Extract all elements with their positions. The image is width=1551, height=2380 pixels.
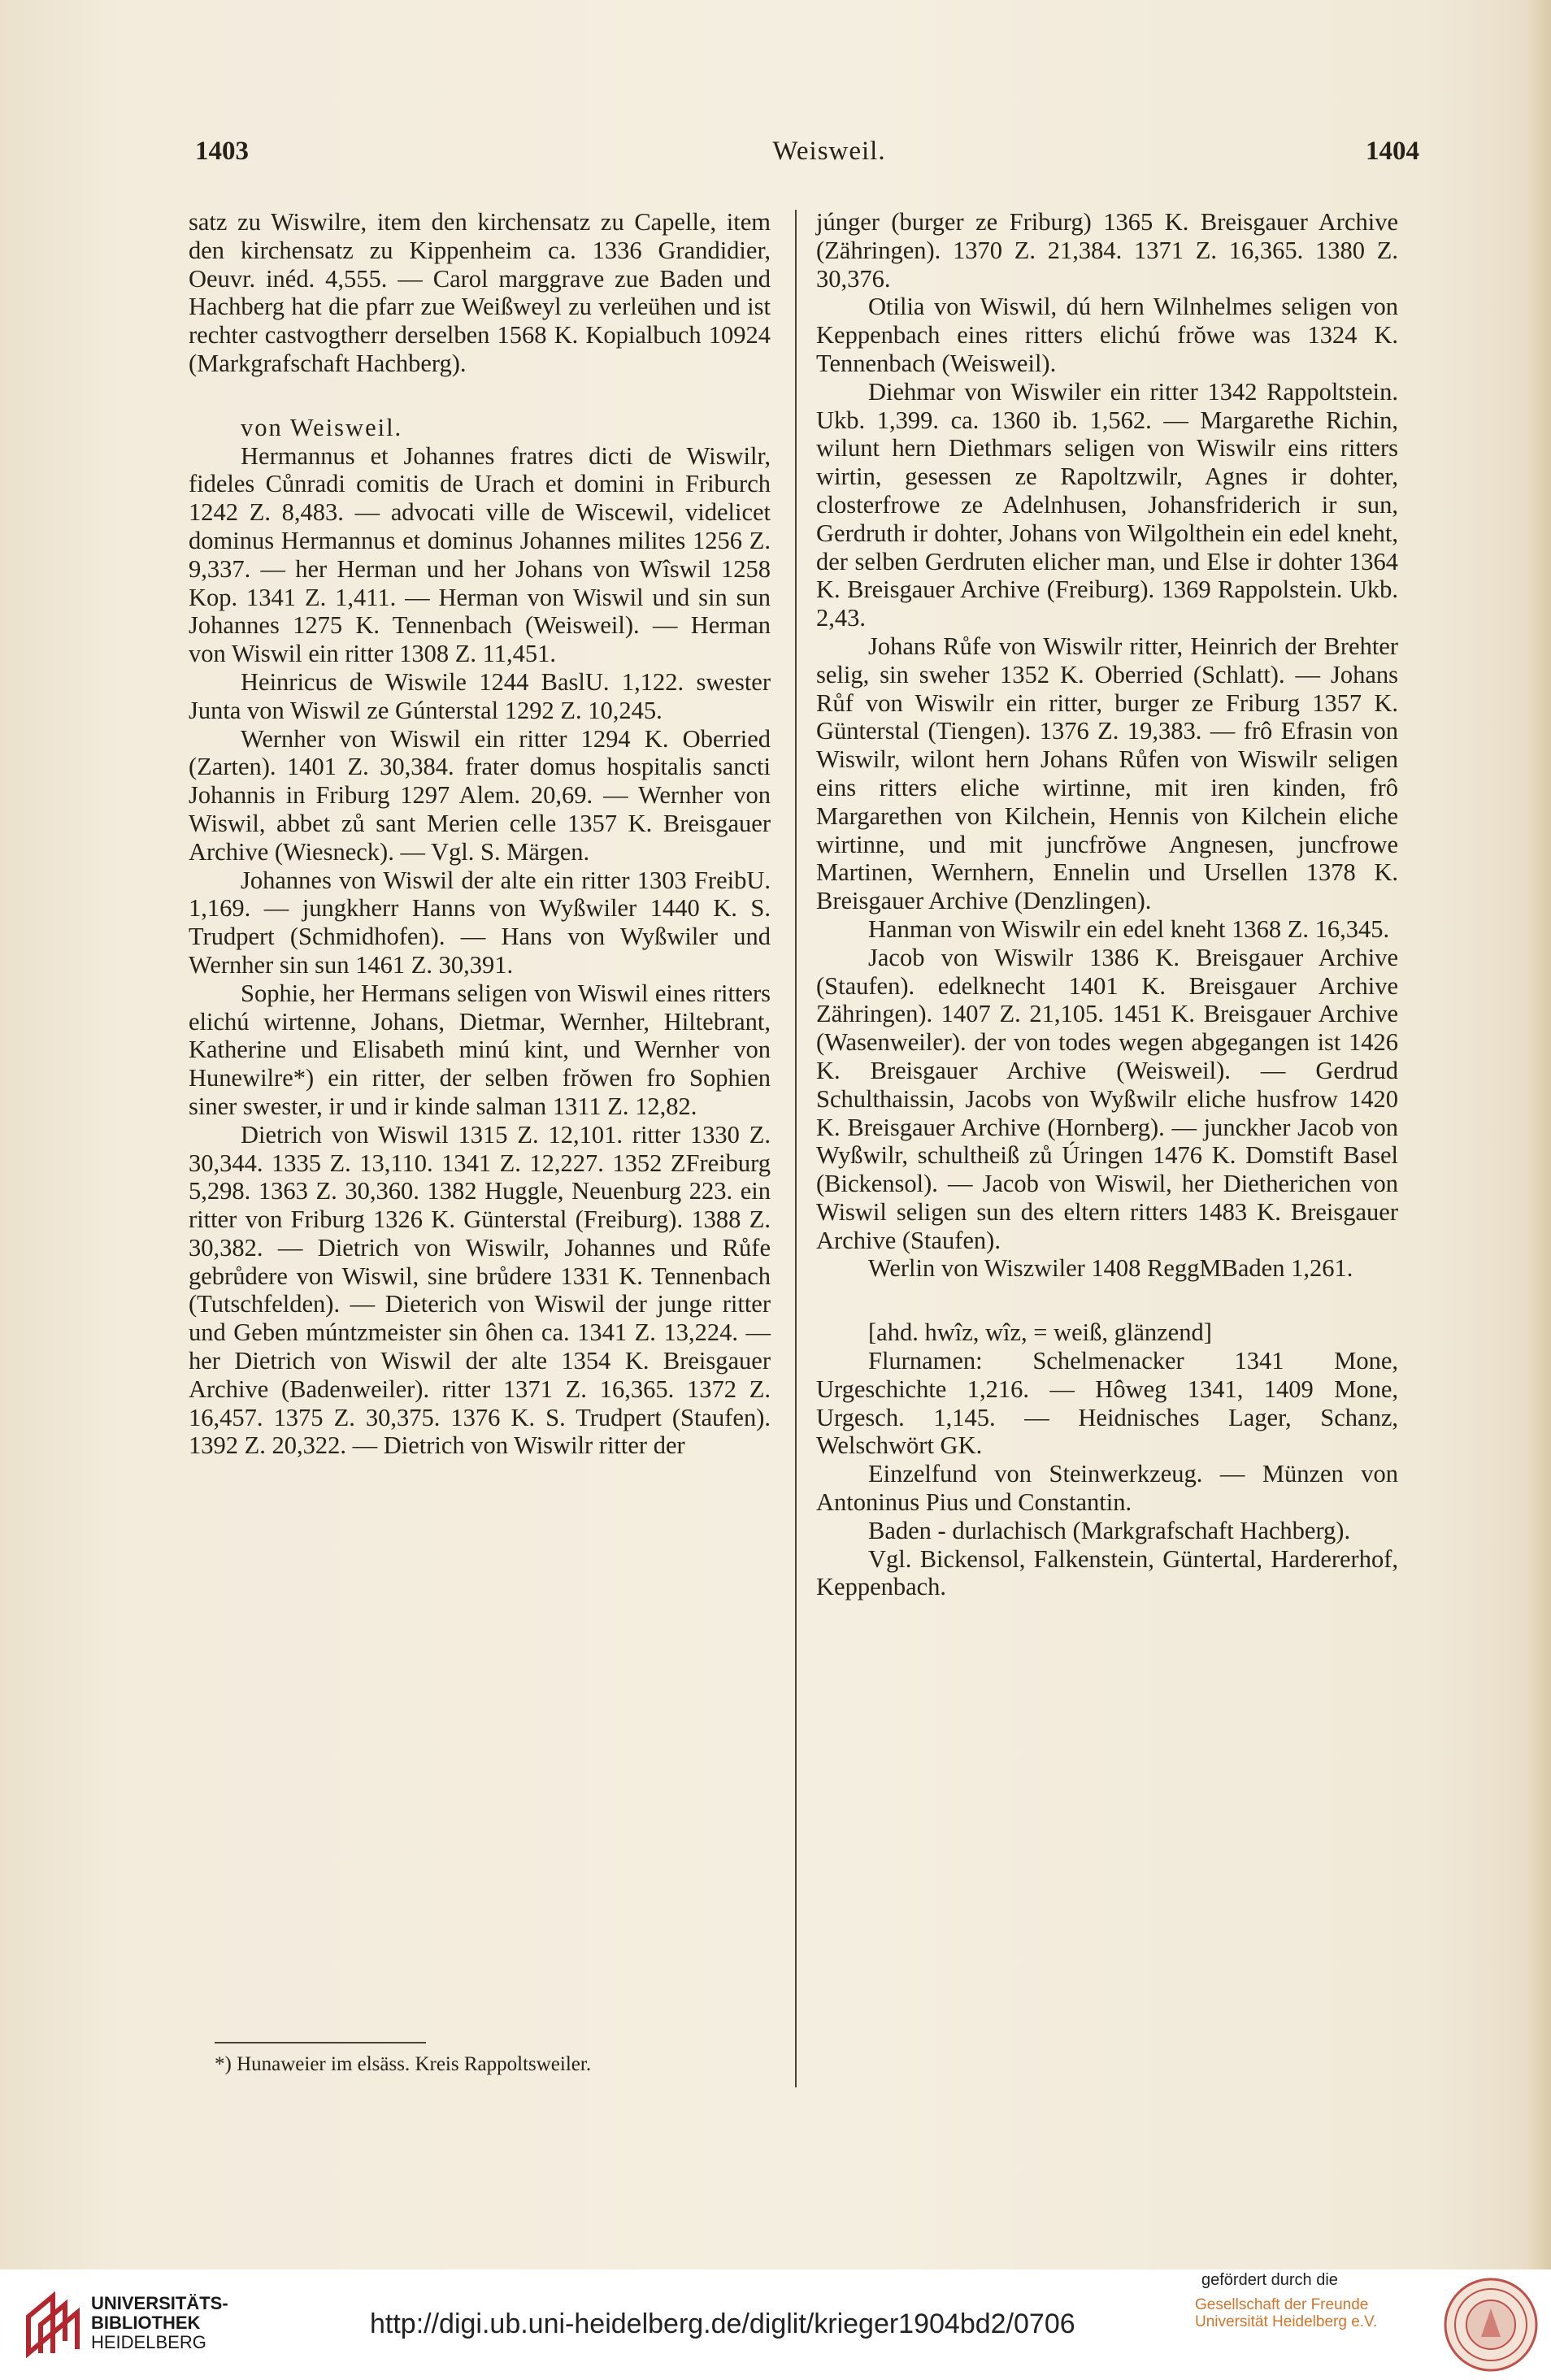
left-paragraph: Dietrich von Wiswil 1315 Z. 12,101. ritter 1330 Z. 30,344. 1335 Z. 13,110. 1341 Z. 12,227. 1352 ZFreiburg 5,298. 1363 Z. 30,360. 1382 Huggle, Neuenburg 223. ein ritter von Friburg 1326 K. Günterstal (Freiburg). 1388 Z. 30,382. — Dietrich von Wiswilr, Johannes und Růfe gebrůdere von Wiswil, sine brůdere 1331 K. Tennenbach (Tutschfelden). — Dieterich von Wiswil der junge ritter und Geben múntzmeister sin ôhen ca. 1341 Z. 13,224. — her Dietrich von Wiswil der alte 1354 K. Breisgauer Archive (Badenweiler). ritter 1371 Z. 16,365. 1372 Z. 16,457. 1375 Z. 30,375. 1376 K. S. Trudpert (Staufen). 1392 Z. 20,322. — Dietrich von Wiswilr ritter der [189, 1120, 771, 1460]
library-name [91, 2294, 228, 2352]
right-paragraph: Jacob von Wiswilr 1386 K. Breisgauer Archive (Staufen). edelknecht 1401 K. Breisgauer Archive Zähringen). 1407 Z. 21,105. 1451 K. Breisgauer Archive (Wasenweiler). der von todes wegen abgegangen ist 1426 K. Breisgauer Archive (Weisweil). — Gerdrud Schulthaissin, Jacobs von Wyßwilr eliche husfrow 1420 K. Breisgauer Archive (Hornberg). — junckher Jacob von Wyßwilr, schultheiß zů Úringen 1476 K. Domstift Basel (Bickensol). — Jacob von Wiswil, her Dietherichen von Wiswil seligen sun des eltern ritters 1483 K. Breisgauer Archive (Staufen). [816, 943, 1398, 1254]
library-name-line2: BIBLIOTHEK [91, 2313, 201, 2333]
footnote: *) Hunaweier im elsäss. Kreis Rappoltsweiler. [215, 2053, 592, 2075]
right-paragraph: Hanman von Wiswilr ein edel kneht 1368 Z. 16,345. [868, 914, 1390, 943]
sponsor-label: gefördert durch die [1201, 2271, 1338, 2289]
left-paragraph: Sophie, her Hermans seligen von Wiswil eines ritters elichú wirtenne, Johans, Dietmar, Wernher, Hiltebrant, Katherine und Elisabeth minú kint, und Wernher von Hunewilre*) ein ritter, der selben frŏwen fro Sophien siner swester, ir und ir kinde salman 1311 Z. 12,82. [189, 979, 771, 1120]
section-heading: von Weisweil. [241, 413, 403, 441]
permalink-url[interactable]: http://digi.ub.uni-heidelberg.de/diglit/krieger1904bd2/0706 [370, 2308, 1075, 2339]
right-text-column [816, 208, 1398, 1601]
library-logo-icon [16, 2284, 98, 2365]
university-seal-icon [1442, 2276, 1540, 2373]
page-edge [1528, 0, 1551, 2269]
left-paragraph: Hermannus et Johannes fratres dicti de Wiswilr, fideles Cůnradi comitis de Urach et domini in Friburch 1242 Z. 8,483. — advocati ville de Wiscewil, videlicet dominus Hermannus et dominus Johannes milites 1256 Z. 9,337. — her Herman und her Johans von Wîswil 1258 Kop. 1341 Z. 1,411. — Herman von Wiswil und sin sun Johannes 1275 K. Tennenbach (Weisweil). — Herman von Wiswil ein ritter 1308 Z. 11,451. [189, 441, 771, 668]
sponsor-block [1195, 2271, 1439, 2330]
left-page-number: 1403 [195, 137, 249, 166]
left-text-column [189, 208, 771, 1460]
right-page-number: 1404 [1366, 137, 1419, 166]
right-paragraph: Werlin von Wiszwiler 1408 ReggMBaden 1,261. [868, 1254, 1353, 1283]
right-paragraph: Vgl. Bickensol, Falkenstein, Güntertal, Hardererhof, Keppenbach. [816, 1544, 1398, 1601]
left-paragraph: Heinricus de Wiswile 1244 BaslU. 1,122. swester Junta von Wiswil ze Gúnterstal 1292 Z. 10,245. [189, 667, 771, 724]
right-paragraph: Flurnamen: Schelmenacker 1341 Mone, Urgeschichte 1,216. — Hôweg 1341, 1409 Mone, Urgesch. 1,145. — Heidnisches Lager, Schanz, Welschwört GK. [816, 1347, 1398, 1460]
right-paragraph: [ahd. hwîz, wîz, = weiß, glänzend] [868, 1318, 1212, 1347]
right-spacer [816, 1283, 1398, 1318]
left-paragraph: Wernher von Wiswil ein ritter 1294 K. Oberried (Zarten). 1401 Z. 30,384. frater domus hospitalis sancti Johannis in Friburg 1297 Alem. 20,69. — Wernher von Wiswil, abbet zů sant Merien celle 1357 K. Breisgauer Archive (Wiesneck). — Vgl. S. Märgen. [189, 724, 771, 866]
right-paragraph: Baden - durlachisch (Markgrafschaft Hachberg). [868, 1516, 1351, 1544]
library-name-line3: HEIDELBERG [91, 2332, 206, 2352]
right-paragraph: Einzelfund von Steinwerkzeug. — Münzen von Antoninus Pius und Constantin. [816, 1460, 1398, 1517]
sponsor-line1: Gesellschaft der Freunde [1195, 2296, 1369, 2313]
left-spacer [189, 378, 771, 414]
running-title: Weisweil. [772, 137, 886, 166]
left-paragraph: Johannes von Wiswil der alte ein ritter 1303 FreibU. 1,169. — jungkherr Hanns von Wyßwiler 1440 K. S. Trudpert (Schmidhofen). — Hans von Wyßwiler und Wernher sin sun 1461 Z. 30,391. [189, 866, 771, 979]
column-divider [795, 210, 797, 2087]
sponsor-line2: Universität Heidelberg e.V. [1195, 2313, 1378, 2330]
right-paragraph: Diehmar von Wiswiler ein ritter 1342 Rappoltstein. Ukb. 1,399. ca. 1360 ib. 1,562. — Margarethe Richin, wilunt hern Diethmars seligen von Wiswilr eins ritters wirtin, gesessen ze Rapoltzwilr, Agnes ir dohter, closterfrowe ze Adelnhusen, Johansfriderich ir sun, Gerdruth ir dohter, Johans von Wilgolthein ein edel kneht, der selben Gerdruten elicher man, und Else ir dohter 1364 K. Breisgauer Archive (Freiburg). 1369 Rappolstein. Ukb. 2,43. [816, 377, 1398, 632]
right-paragraph: Johans Růfe von Wiswilr ritter, Heinrich der Brehter selig, sin sweher 1352 K. Oberried (Schlatt). — Johans Růf von Wiswilr ein ritter, burger ze Friburg 1357 K. Günterstal (Tiengen). 1376 Z. 19,383. — frô Efrasin von Wiswilr, wilont hern Johans Růfen von Wiswilr seligen eins ritters eliche wirtinne, mit iren kinden, frô Margarethen von Kilchein, Hennis von Kilchein eliche wirtinne, und mit juncfrŏwe Angnesen, juncfrowe Martinen, Wernhern, Ennelin und Ursellen 1378 K. Breisgauer Archive (Denzlingen). [816, 632, 1398, 915]
left-paragraph: satz zu Wiswilre, item den kirchensatz zu Capelle, item den kirchensatz zu Kippenheim ca. 1336 Grandidier, Oeuvr. inéd. 4,555. — Carol marggrave zue Baden und Hachberg hat die pfarr zue Weißweyl zu verleühen und ist rechter castvogtherr derselben 1568 K. Kopialbuch 10924 (Markgrafschaft Hachberg). [189, 208, 771, 377]
library-name-line1: UNIVERSITÄTS- [91, 2293, 228, 2313]
footnote-rule [215, 2042, 426, 2043]
right-paragraph: júnger (burger ze Friburg) 1365 K. Breisgauer Archive (Zähringen). 1370 Z. 21,384. 1371 Z. 16,365. 1380 Z. 30,376. [816, 208, 1398, 293]
right-paragraph: Otilia von Wiswil, dú hern Wilnhelmes seligen von Keppenbach eines ritters elichú frŏwe was 1324 K. Tennenbach (Weisweil). [816, 293, 1398, 377]
